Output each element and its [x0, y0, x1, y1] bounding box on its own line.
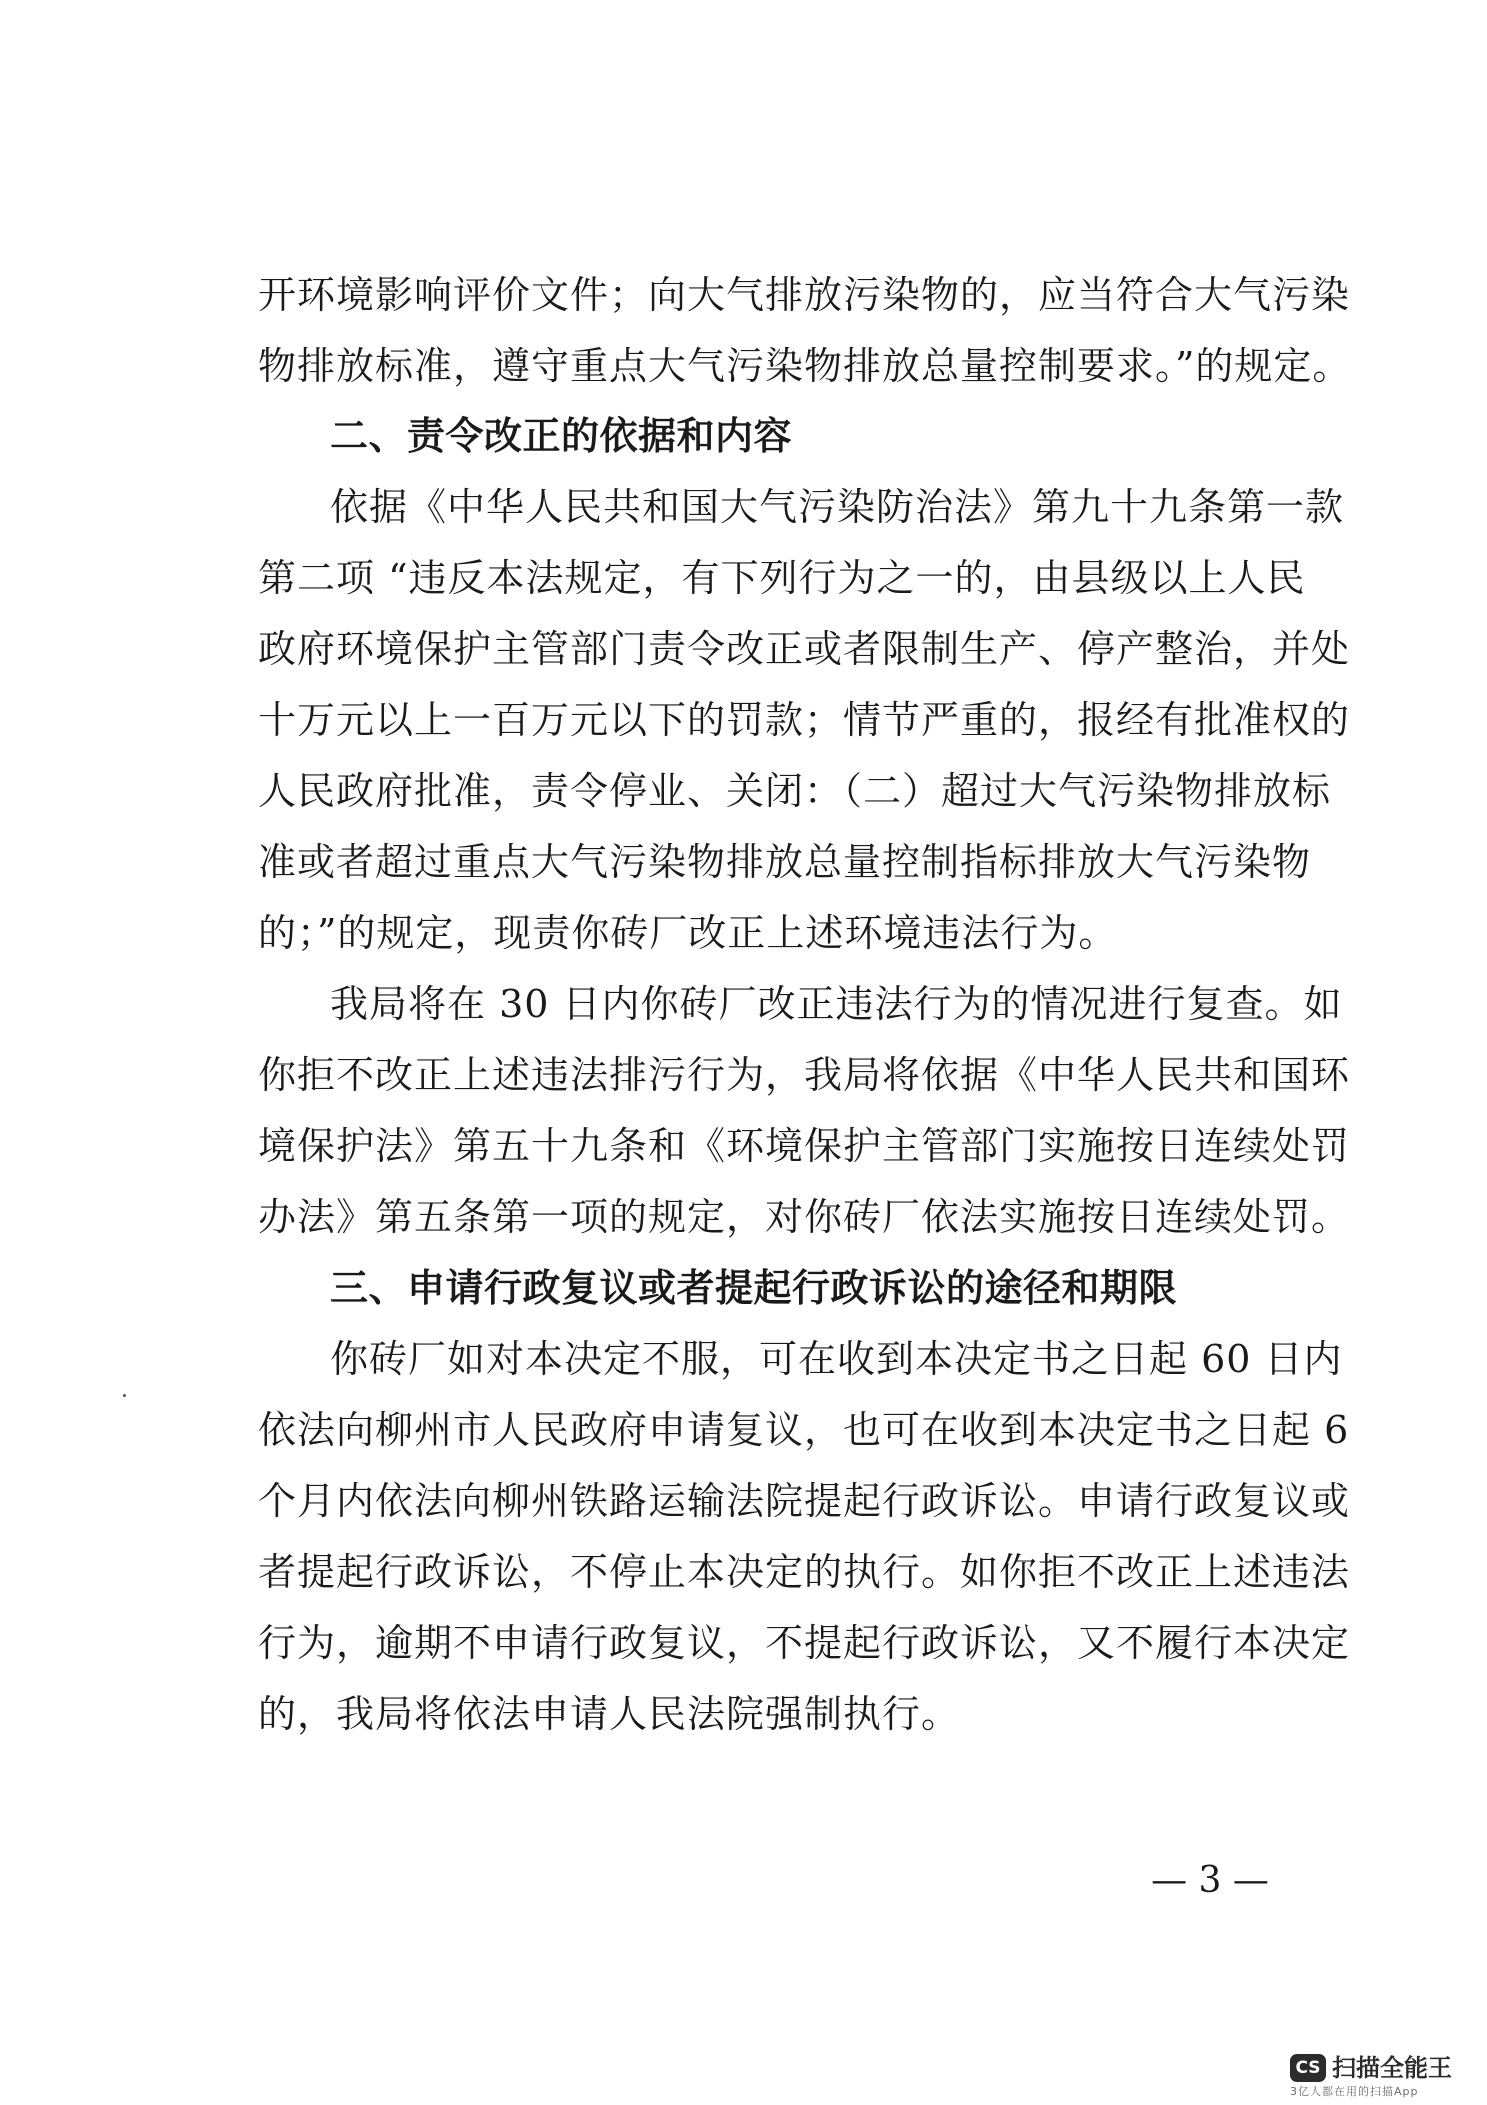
body-line: 人民政府批准，责令停业、关闭：（二）超过大气污染物排放标: [258, 769, 1332, 813]
body-line: 依据《中华人民共和国大气污染防治法》第九十九条第一款: [330, 485, 1345, 529]
body-line: 境保护法》第五十九条和《环境保护主管部门实施按日连续处罚: [258, 1124, 1351, 1168]
body-line: 准或者超过重点大气污染物排放总量控制指标排放大气污染物: [258, 840, 1312, 884]
section-heading-3: 三、申请行政复议或者提起行政诉讼的途径和期限: [330, 1266, 1178, 1310]
body-line: 的，我局将依法申请人民法院强制执行。: [258, 1692, 961, 1736]
body-line: 你拒不改正上述违法排污行为，我局将依据《中华人民共和国环: [258, 1053, 1351, 1097]
body-line: 你砖厂如对本决定不服，可在收到本决定书之日起 60 日内: [330, 1337, 1343, 1381]
body-line: 政府环境保护主管部门责令改正或者限制生产、停产整治，并处: [258, 627, 1351, 671]
body-line: 办法》第五条第一项的规定，对你砖厂依法实施按日连续处罚。: [258, 1195, 1351, 1239]
scanner-app-name: 扫描全能王: [1332, 2054, 1452, 2082]
body-line: 我局将在 30 日内你砖厂改正违法行为的情况进行复查。如: [330, 982, 1343, 1026]
scan-speck: [123, 1394, 126, 1397]
body-line: 十万元以上一百万元以下的罚款；情节严重的，报经有批准权的: [258, 698, 1351, 742]
page-number: — 3 —: [1151, 1860, 1269, 1901]
body-line: 第二项 “违反本法规定，有下列行为之一的，由县级以上人民: [258, 556, 1306, 600]
body-line: 开环境影响评价文件；向大气排放污染物的，应当符合大气污染: [258, 273, 1351, 317]
scanner-watermark: [1290, 2050, 1480, 2102]
body-line: 行为，逾期不申请行政复议，不提起行政诉讼，又不履行本决定: [258, 1621, 1351, 1665]
scanner-logo-icon: CS: [1290, 2054, 1326, 2082]
body-line: 者提起行政诉讼，不停止本决定的执行。如你拒不改正上述违法: [258, 1550, 1351, 1594]
body-line: 个月内依法向柳州铁路运输法院提起行政诉讼。申请行政复议或: [258, 1479, 1351, 1523]
scanner-tagline: 3亿人都在用的扫描App: [1290, 2085, 1419, 2098]
body-line: 的；”的规定，现责你砖厂改正上述环境违法行为。: [258, 911, 1118, 955]
body-line: 依法向柳州市人民政府申请复议，也可在收到本决定书之日起 6: [258, 1408, 1350, 1452]
body-line: 物排放标准，遵守重点大气污染物排放总量控制要求。”的规定。: [258, 344, 1352, 388]
section-heading-2: 二、责令改正的依据和内容: [330, 414, 793, 458]
